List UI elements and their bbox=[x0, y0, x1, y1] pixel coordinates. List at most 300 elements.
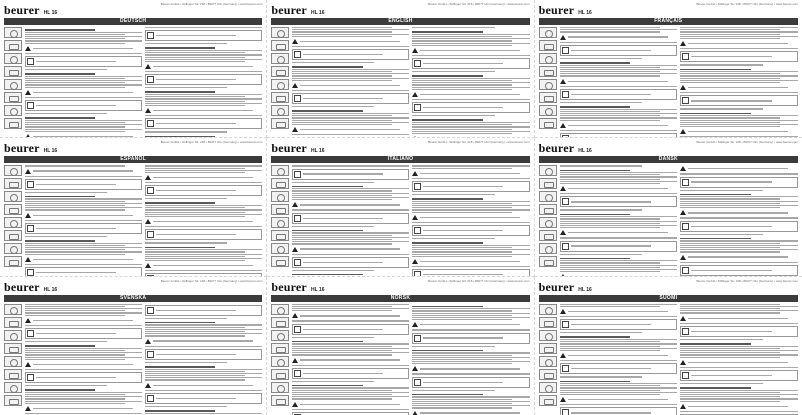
text-column-left bbox=[292, 165, 409, 276]
text-line bbox=[423, 186, 503, 187]
section-heading-line bbox=[680, 238, 751, 240]
text-line bbox=[691, 181, 771, 182]
illustration-column bbox=[271, 27, 289, 138]
text-line bbox=[560, 267, 660, 268]
text-line bbox=[412, 329, 529, 330]
symbol-icon bbox=[294, 215, 301, 222]
text-line bbox=[145, 390, 262, 391]
text-line bbox=[145, 242, 227, 243]
text-line bbox=[412, 256, 512, 257]
text-line bbox=[303, 329, 383, 330]
language-panel bbox=[535, 277, 802, 415]
text-line bbox=[412, 131, 529, 132]
manufacturer-address: Beurer GmbH • Söflinger Str. 218 • 89077 Ulm (Germany) • www.beurer.com bbox=[696, 2, 798, 6]
text-line bbox=[560, 350, 660, 351]
manufacturer-address: Beurer GmbH • Söflinger Str. 218 • 89077 Ulm (Germany) • www.beurer.com bbox=[428, 140, 530, 145]
brand-block bbox=[539, 280, 592, 295]
text-line bbox=[680, 71, 798, 72]
text-column-right bbox=[145, 27, 262, 138]
illustration-figure bbox=[271, 343, 289, 354]
text-line bbox=[156, 234, 236, 235]
text-line bbox=[680, 243, 780, 244]
text-line bbox=[412, 133, 512, 134]
warning-icon bbox=[145, 64, 151, 69]
illustration-figure bbox=[4, 243, 22, 254]
illustration-figure bbox=[271, 330, 289, 341]
panel-body bbox=[539, 304, 798, 415]
illustration-figure bbox=[271, 395, 289, 406]
warning-block bbox=[412, 366, 529, 371]
text-line bbox=[412, 251, 512, 252]
text-line bbox=[688, 362, 788, 363]
text-line bbox=[680, 27, 798, 28]
text-line bbox=[412, 194, 494, 195]
text-line bbox=[680, 82, 780, 83]
text-line bbox=[145, 318, 227, 319]
text-line bbox=[560, 183, 660, 184]
brand-block bbox=[4, 3, 57, 18]
text-line bbox=[560, 165, 642, 166]
warning-icon bbox=[145, 339, 151, 344]
text-line bbox=[145, 61, 245, 62]
text-line bbox=[560, 348, 678, 349]
text-line bbox=[292, 182, 374, 183]
text-line bbox=[420, 217, 520, 218]
section-heading-line bbox=[292, 110, 362, 112]
warning-block bbox=[680, 210, 798, 215]
warning-icon bbox=[412, 259, 418, 264]
warning-block bbox=[25, 46, 142, 51]
text-line bbox=[25, 76, 142, 77]
symbol-row bbox=[560, 89, 678, 100]
warning-icon bbox=[145, 219, 151, 224]
warning-block bbox=[680, 166, 798, 171]
warning-block bbox=[292, 83, 409, 88]
warning-block bbox=[412, 92, 529, 97]
text-column-right bbox=[680, 27, 798, 138]
text-line bbox=[156, 354, 236, 355]
text-line bbox=[292, 75, 392, 76]
text-line bbox=[25, 243, 142, 244]
text-line bbox=[680, 247, 780, 248]
text-line bbox=[292, 394, 392, 395]
illustration-column bbox=[539, 165, 557, 276]
section-heading-line bbox=[412, 350, 482, 352]
symbol-icon bbox=[294, 326, 301, 333]
text-line bbox=[145, 379, 245, 380]
text-line bbox=[292, 398, 392, 399]
text-line bbox=[680, 262, 798, 263]
text-line bbox=[571, 368, 651, 369]
section-heading-line bbox=[680, 69, 751, 71]
text-line bbox=[25, 165, 125, 166]
text-line bbox=[25, 354, 125, 355]
text-line bbox=[680, 249, 798, 250]
text-line bbox=[153, 177, 253, 178]
manufacturer-address: Beurer GmbH • Söflinger Str. 218 • 89077 Ulm (Germany) • www.beurer.com bbox=[696, 140, 798, 145]
text-line bbox=[560, 343, 678, 344]
symbol-icon bbox=[27, 374, 34, 381]
text-line bbox=[423, 63, 503, 64]
text-line bbox=[25, 78, 125, 79]
text-line bbox=[145, 375, 245, 376]
text-line bbox=[412, 126, 529, 127]
illustration-figure bbox=[539, 382, 557, 393]
text-line bbox=[560, 346, 660, 347]
manufacturer-address: Beurer GmbH • Söflinger Str. 218 • 89077 Ulm (Germany) • www.beurer.com bbox=[160, 278, 263, 283]
text-line bbox=[25, 401, 142, 402]
panel-header bbox=[4, 141, 262, 155]
symbol-icon bbox=[562, 321, 569, 328]
symbol-icon bbox=[562, 198, 569, 205]
text-line bbox=[33, 259, 133, 260]
manufacturer-address: Beurer GmbH • Söflinger Str. 218 • 89077 Ulm (Germany) • www.beurer.com bbox=[696, 278, 798, 283]
text-line bbox=[33, 215, 133, 216]
warning-icon bbox=[25, 169, 31, 174]
text-line bbox=[25, 32, 142, 33]
warning-block bbox=[292, 402, 409, 407]
text-line bbox=[568, 232, 668, 233]
section-heading-line bbox=[560, 62, 631, 64]
text-line bbox=[412, 254, 529, 255]
section-heading-line bbox=[680, 343, 751, 345]
manufacturer-address: Beurer GmbH • Söflinger Str. 218 • 89077 Ulm (Germany) • www.beurer.com bbox=[160, 140, 263, 145]
text-line bbox=[680, 136, 798, 137]
text-line bbox=[292, 90, 409, 91]
text-line bbox=[560, 376, 642, 377]
text-line bbox=[156, 123, 236, 124]
text-line bbox=[25, 192, 107, 193]
illustration-figure bbox=[4, 330, 22, 341]
text-line bbox=[688, 406, 788, 407]
text-line bbox=[292, 346, 392, 347]
text-line bbox=[36, 184, 116, 185]
language-panel bbox=[535, 138, 802, 276]
section-heading-line bbox=[145, 247, 215, 249]
text-line bbox=[412, 396, 529, 397]
symbol-icon bbox=[27, 269, 34, 276]
section-heading-line bbox=[560, 258, 631, 260]
text-line bbox=[412, 115, 494, 116]
text-line bbox=[145, 254, 262, 255]
panel-body bbox=[271, 304, 529, 415]
symbol-row bbox=[292, 213, 409, 224]
symbol-row bbox=[412, 181, 529, 192]
text-line bbox=[145, 205, 262, 206]
text-line bbox=[292, 235, 392, 236]
symbol-row bbox=[25, 179, 142, 190]
text-line bbox=[412, 122, 529, 123]
brand-block bbox=[4, 141, 57, 156]
text-line bbox=[680, 323, 798, 324]
text-line bbox=[25, 201, 125, 202]
text-line bbox=[412, 34, 529, 35]
text-line bbox=[25, 348, 142, 349]
text-line bbox=[25, 249, 125, 250]
text-line bbox=[292, 120, 392, 121]
symbol-icon bbox=[147, 187, 154, 194]
section-heading-line bbox=[292, 385, 362, 387]
symbol-icon bbox=[682, 53, 689, 60]
warning-block bbox=[25, 257, 142, 262]
text-line bbox=[153, 110, 253, 111]
text-line bbox=[25, 413, 142, 414]
text-line bbox=[568, 311, 668, 312]
text-line bbox=[412, 45, 512, 46]
illustration-figure bbox=[539, 79, 557, 90]
text-line bbox=[412, 405, 529, 406]
text-line bbox=[412, 71, 494, 72]
text-line bbox=[680, 108, 762, 109]
text-line bbox=[145, 406, 227, 407]
warning-block bbox=[145, 263, 262, 268]
illustration-figure bbox=[271, 243, 289, 254]
text-line bbox=[412, 399, 512, 400]
illustration-figure bbox=[4, 317, 22, 328]
text-line bbox=[571, 50, 651, 51]
warning-icon bbox=[25, 362, 31, 367]
text-line bbox=[292, 308, 409, 309]
text-line bbox=[680, 34, 780, 35]
text-line bbox=[292, 209, 409, 210]
text-line bbox=[25, 264, 142, 265]
text-line bbox=[420, 368, 520, 369]
text-line bbox=[292, 270, 374, 271]
text-line bbox=[560, 58, 642, 59]
warning-block bbox=[25, 169, 142, 174]
symbol-icon bbox=[562, 91, 569, 98]
text-line bbox=[145, 212, 245, 213]
section-heading-line bbox=[292, 274, 362, 276]
text-line bbox=[292, 34, 409, 35]
text-line bbox=[292, 409, 409, 410]
section-heading-line bbox=[25, 29, 95, 31]
model-number: HL 16 bbox=[578, 148, 592, 155]
warning-block bbox=[560, 186, 678, 191]
illustration-figure bbox=[4, 118, 22, 129]
illustration-figure bbox=[4, 191, 22, 202]
warning-icon bbox=[560, 309, 566, 314]
text-line bbox=[412, 403, 512, 404]
illustration-figure bbox=[4, 382, 22, 393]
text-line bbox=[292, 365, 409, 366]
symbol-icon bbox=[147, 351, 154, 358]
text-line bbox=[680, 312, 780, 313]
panel-header bbox=[271, 280, 529, 294]
text-line bbox=[25, 236, 107, 237]
text-line bbox=[560, 404, 678, 405]
model-number: HL 16 bbox=[43, 286, 58, 293]
text-line bbox=[145, 96, 245, 97]
text-line bbox=[25, 308, 142, 309]
symbol-row bbox=[560, 319, 678, 330]
illustration-figure bbox=[539, 118, 557, 129]
text-line bbox=[153, 265, 253, 266]
text-line bbox=[680, 73, 780, 74]
text-line bbox=[145, 52, 245, 53]
warning-icon bbox=[292, 313, 298, 318]
text-line bbox=[680, 190, 762, 191]
text-line bbox=[33, 92, 133, 93]
text-line bbox=[568, 36, 668, 37]
text-line bbox=[25, 198, 142, 199]
warning-block bbox=[145, 108, 262, 113]
brand-logo: beurer bbox=[4, 3, 40, 17]
text-line bbox=[571, 412, 651, 413]
text-line bbox=[560, 218, 660, 219]
text-line bbox=[412, 82, 529, 83]
text-column-left bbox=[560, 304, 678, 415]
text-line bbox=[300, 41, 400, 42]
section-heading-line bbox=[25, 73, 95, 75]
text-line bbox=[560, 341, 660, 342]
text-line bbox=[560, 172, 678, 173]
illustration-figure bbox=[271, 382, 289, 393]
text-line bbox=[691, 100, 771, 101]
illustration-figure bbox=[4, 356, 22, 367]
text-line bbox=[412, 249, 529, 250]
text-line bbox=[25, 398, 125, 399]
text-line bbox=[33, 48, 133, 49]
panel-header bbox=[271, 3, 529, 17]
text-line bbox=[568, 399, 668, 400]
warning-icon bbox=[680, 85, 686, 90]
warning-icon bbox=[145, 108, 151, 113]
warning-block bbox=[292, 39, 409, 44]
text-line bbox=[25, 87, 125, 88]
text-line bbox=[680, 396, 780, 397]
panel-body bbox=[539, 27, 798, 138]
illustration-figure bbox=[271, 79, 289, 90]
text-line bbox=[145, 327, 245, 328]
text-line bbox=[560, 109, 678, 110]
text-line bbox=[300, 85, 400, 86]
text-line bbox=[292, 387, 409, 388]
text-line bbox=[300, 248, 400, 249]
warning-block bbox=[680, 255, 798, 260]
text-line bbox=[412, 201, 529, 202]
illustration-figure bbox=[4, 343, 22, 354]
text-line bbox=[25, 325, 142, 326]
text-line bbox=[560, 339, 678, 340]
text-line bbox=[25, 350, 125, 351]
text-line bbox=[423, 230, 503, 231]
text-line bbox=[680, 251, 780, 252]
warning-block bbox=[412, 171, 529, 176]
symbol-row bbox=[25, 328, 142, 339]
text-line bbox=[680, 64, 762, 65]
text-line bbox=[571, 94, 651, 95]
text-line bbox=[691, 56, 771, 57]
illustration-figure bbox=[271, 66, 289, 77]
illustration-figure bbox=[539, 230, 557, 241]
warning-block bbox=[412, 322, 529, 327]
text-line bbox=[688, 318, 788, 319]
warning-block bbox=[560, 123, 678, 128]
brand-block bbox=[539, 3, 592, 18]
text-line bbox=[156, 310, 236, 311]
text-line bbox=[680, 122, 780, 123]
text-line bbox=[25, 304, 142, 305]
text-line bbox=[412, 207, 512, 208]
text-line bbox=[412, 313, 529, 314]
illustration-figure bbox=[4, 53, 22, 64]
text-line bbox=[145, 216, 245, 217]
text-line bbox=[680, 173, 798, 174]
symbol-row bbox=[560, 363, 678, 374]
text-line bbox=[292, 390, 392, 391]
text-line bbox=[412, 165, 529, 166]
model-number: HL 16 bbox=[43, 148, 58, 155]
text-line bbox=[412, 89, 512, 90]
language-heading: ENGLISH bbox=[271, 18, 529, 25]
text-line bbox=[292, 36, 392, 37]
section-heading-line bbox=[680, 113, 751, 115]
symbol-icon bbox=[294, 95, 301, 102]
text-line bbox=[412, 245, 529, 246]
text-line bbox=[412, 40, 512, 41]
text-line bbox=[680, 352, 780, 353]
text-line bbox=[145, 413, 262, 414]
text-line bbox=[680, 390, 798, 391]
text-line bbox=[680, 124, 798, 125]
section-heading-line bbox=[680, 194, 751, 196]
text-line bbox=[292, 337, 374, 338]
text-line bbox=[680, 398, 798, 399]
warning-block bbox=[412, 411, 529, 415]
text-line bbox=[292, 165, 409, 166]
text-line bbox=[145, 207, 245, 208]
text-line bbox=[25, 254, 125, 255]
warning-icon bbox=[292, 247, 298, 252]
warning-block bbox=[145, 383, 262, 388]
text-line bbox=[568, 125, 668, 126]
illustration-figure bbox=[539, 40, 557, 51]
text-column-left bbox=[25, 27, 142, 138]
text-line bbox=[680, 357, 780, 358]
text-line bbox=[680, 203, 780, 204]
section-heading-line bbox=[412, 242, 482, 244]
text-line bbox=[560, 316, 678, 317]
text-line bbox=[560, 130, 678, 131]
text-line bbox=[156, 35, 236, 36]
text-line bbox=[25, 315, 125, 316]
text-line bbox=[292, 350, 392, 351]
text-line bbox=[560, 304, 678, 305]
text-line bbox=[292, 239, 392, 240]
text-line bbox=[560, 332, 642, 333]
illustration-figure bbox=[271, 317, 289, 328]
text-line bbox=[412, 84, 512, 85]
illustration-figure bbox=[539, 165, 557, 176]
text-line bbox=[25, 359, 125, 360]
illustration-figure bbox=[539, 243, 557, 254]
text-line bbox=[145, 369, 262, 370]
warning-icon bbox=[25, 90, 31, 95]
text-line bbox=[680, 201, 798, 202]
text-line bbox=[560, 262, 660, 263]
text-line bbox=[680, 29, 780, 30]
brand-logo: beurer bbox=[538, 141, 575, 156]
symbol-icon bbox=[147, 120, 154, 127]
text-line bbox=[145, 329, 262, 330]
text-line bbox=[145, 333, 262, 334]
text-line bbox=[156, 398, 236, 399]
symbol-row bbox=[292, 324, 409, 335]
text-line bbox=[412, 43, 529, 44]
text-line bbox=[25, 40, 142, 41]
text-line bbox=[680, 234, 762, 235]
